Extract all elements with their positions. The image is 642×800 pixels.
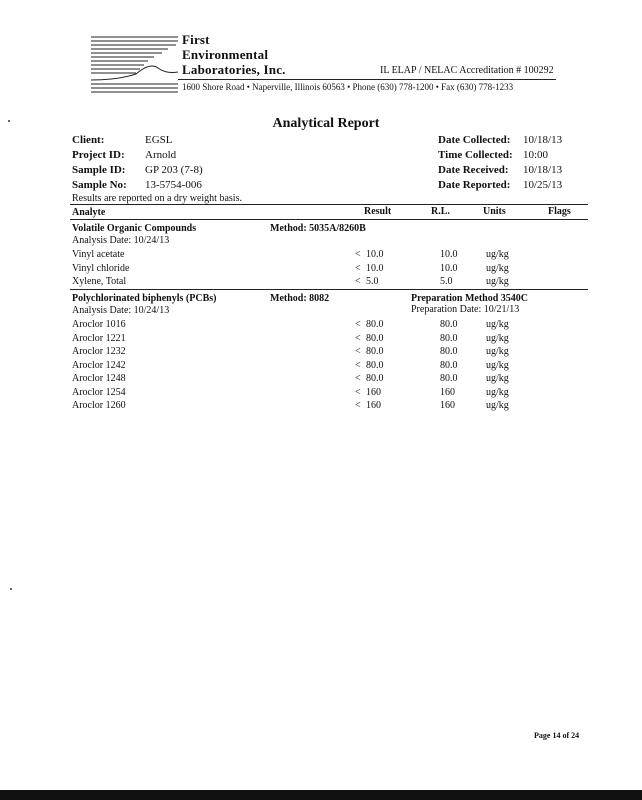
section-title: Volatile Organic Compounds [72, 223, 197, 234]
result-cell: 80.0 [366, 319, 384, 330]
prep-method: Preparation Method 3540C [411, 293, 529, 304]
table-header-rule [70, 219, 588, 220]
company-name-line2: Environmental [182, 47, 269, 62]
client-value: EGSL [145, 134, 173, 146]
client-label: Client: [72, 134, 105, 146]
date-reported-label: Date Reported: [438, 179, 511, 191]
accreditation: IL ELAP / NELAC Accreditation # 100292 [380, 65, 554, 76]
time-collected-label: Time Collected: [438, 149, 513, 161]
result-cell: 160 [366, 400, 381, 411]
units-cell: ug/kg [486, 262, 509, 274]
units-cell: ug/kg [486, 386, 509, 398]
result-cell: 80.0 [366, 346, 384, 357]
section-analysis-date: Analysis Date: 10/24/13 [72, 305, 170, 316]
qualifier-cell: < [355, 262, 361, 274]
result-cell: 80.0 [366, 373, 384, 384]
sample-id-value: GP 203 (7-8) [145, 164, 203, 176]
qualifier-cell: < [355, 359, 361, 371]
table-top-rule [70, 204, 588, 205]
qualifier-cell: < [355, 319, 361, 330]
units-cell: ug/kg [486, 332, 509, 344]
rl-cell: 160 [440, 400, 455, 411]
col-result: Result [364, 206, 392, 217]
rl-cell: 80.0 [440, 319, 458, 330]
sample-no-label: Sample No: [72, 179, 127, 191]
analyte-cell: Aroclor 1248 [72, 373, 126, 384]
analyte-cell: Aroclor 1221 [72, 332, 126, 344]
project-id-value: Arnold [145, 149, 177, 161]
date-collected-value: 10/18/13 [523, 134, 563, 146]
result-cell: 160 [366, 386, 381, 398]
qualifier-cell: < [355, 346, 361, 357]
page-number: Page 14 of 24 [534, 731, 580, 740]
section-analysis-date: Analysis Date: 10/24/13 [72, 235, 170, 246]
time-collected-value: 10:00 [523, 149, 549, 161]
project-id-label: Project ID: [72, 149, 125, 161]
rl-cell: 80.0 [440, 332, 458, 344]
result-cell: 80.0 [366, 332, 384, 344]
rl-cell: 80.0 [440, 346, 458, 357]
col-rl: R.L. [431, 206, 450, 217]
analyte-cell: Vinyl acetate [72, 249, 125, 260]
company-name-line3: Laboratories, Inc. [182, 62, 286, 77]
qualifier-cell: < [355, 332, 361, 344]
col-flags: Flags [548, 206, 571, 217]
analyte-cell: Aroclor 1254 [72, 386, 126, 398]
rl-cell: 80.0 [440, 359, 458, 371]
result-cell: 10.0 [366, 262, 384, 274]
analyte-cell: Aroclor 1016 [72, 319, 126, 330]
dry-weight-note: Results are reported on a dry weight basis. [72, 193, 242, 204]
qualifier-cell: < [355, 400, 361, 411]
rl-cell: 10.0 [440, 262, 458, 274]
qualifier-cell: < [355, 373, 361, 384]
rl-cell: 160 [440, 386, 455, 398]
company-address: 1600 Shore Road • Naperville, Illinois 60563 • Phone (630) 778-1200 • Fax (630) 778-1233 [182, 82, 514, 92]
units-cell: ug/kg [486, 373, 509, 384]
rl-cell: 80.0 [440, 373, 458, 384]
qualifier-cell: < [355, 276, 361, 287]
section-method: Method: 8082 [270, 293, 330, 304]
section-method: Method: 5035A/8260B [270, 223, 366, 234]
company-logo [88, 32, 180, 102]
section-title: Polychlorinated biphenyls (PCBs) [72, 293, 217, 304]
analyte-cell: Aroclor 1232 [72, 346, 126, 357]
prep-date: Preparation Date: 10/21/13 [411, 304, 520, 315]
rl-cell: 5.0 [440, 276, 453, 287]
units-cell: ug/kg [486, 276, 509, 287]
col-analyte: Analyte [72, 207, 106, 218]
header-rule [178, 79, 556, 80]
scan-bottom-border [0, 790, 642, 800]
qualifier-cell: < [355, 386, 361, 398]
result-cell: 80.0 [366, 359, 384, 371]
analyte-cell: Xylene, Total [72, 276, 127, 287]
date-reported-value: 10/25/13 [523, 179, 563, 191]
date-collected-label: Date Collected: [438, 134, 511, 146]
sample-id-label: Sample ID: [72, 164, 126, 176]
analyte-cell: Vinyl chloride [72, 262, 130, 274]
date-received-label: Date Received: [438, 164, 509, 176]
sample-no-value: 13-5754-006 [145, 179, 202, 191]
rl-cell: 10.0 [440, 249, 458, 260]
company-name-line1: First [182, 32, 210, 47]
result-cell: 5.0 [366, 276, 379, 287]
qualifier-cell: < [355, 249, 361, 260]
units-cell: ug/kg [486, 249, 509, 260]
result-cell: 10.0 [366, 249, 384, 260]
scan-speck [10, 588, 12, 590]
scan-speck [8, 120, 10, 122]
units-cell: ug/kg [486, 319, 509, 330]
analyte-cell: Aroclor 1242 [72, 359, 126, 371]
units-cell: ug/kg [486, 346, 509, 357]
units-cell: ug/kg [486, 359, 509, 371]
units-cell: ug/kg [486, 400, 509, 411]
col-units: Units [483, 206, 506, 217]
section-divider [70, 289, 588, 290]
report-title: Analytical Report [272, 116, 380, 131]
analyte-cell: Aroclor 1260 [72, 400, 126, 411]
date-received-value: 10/18/13 [523, 164, 563, 176]
